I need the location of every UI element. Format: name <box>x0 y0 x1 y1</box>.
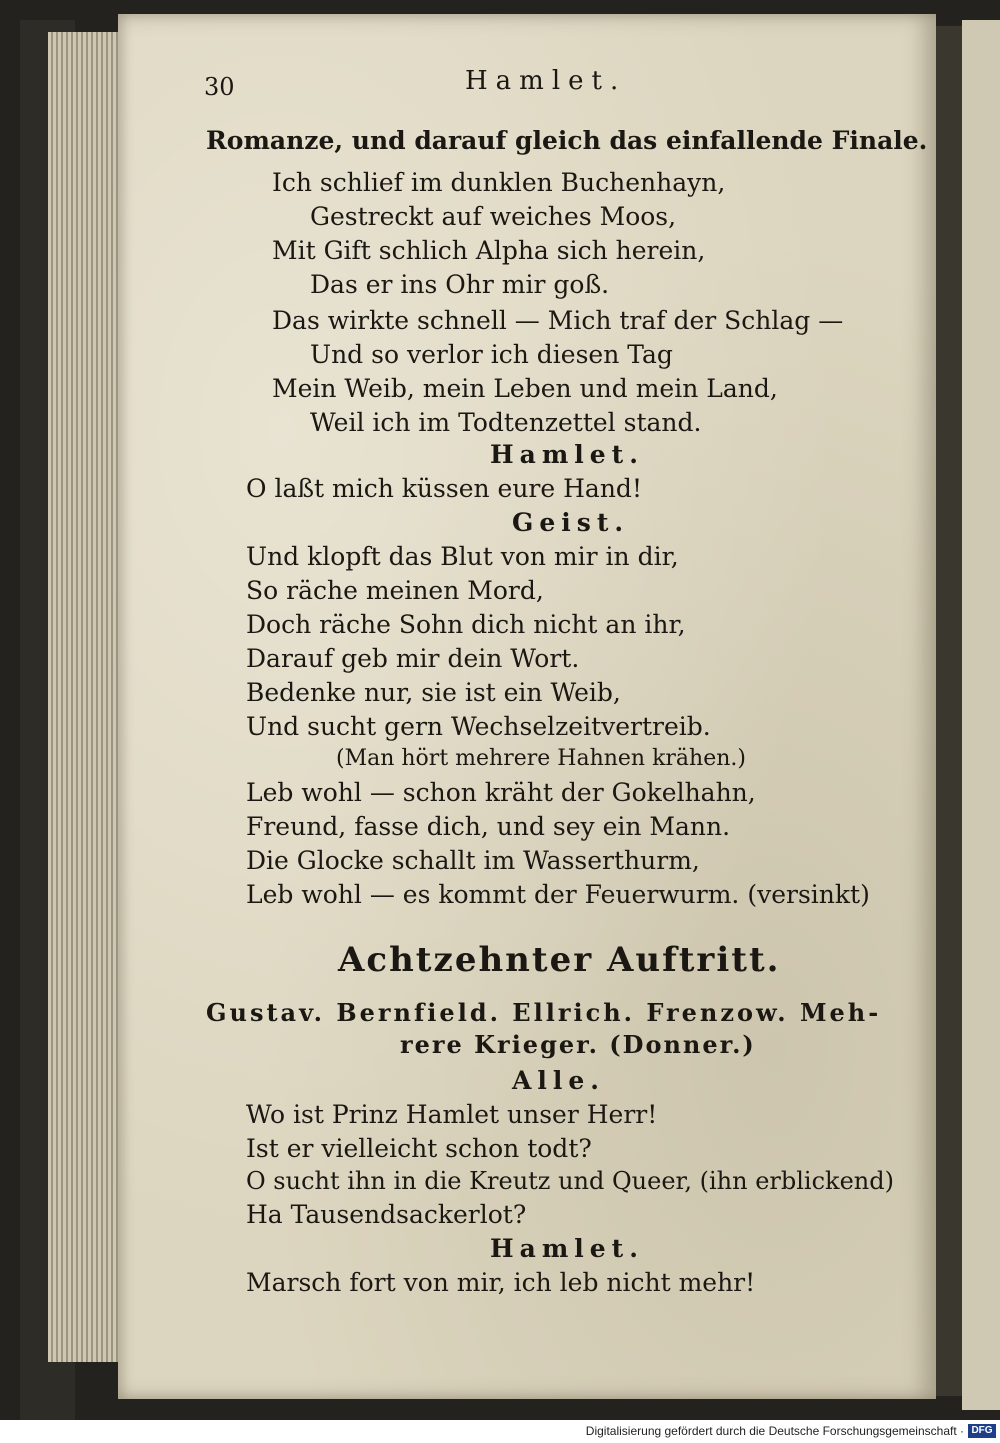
verse-line: Ich schlief im dunklen Buchenhayn, <box>272 168 726 197</box>
verse-line: Und sucht gern Wechselzeitvertreib. <box>246 712 711 741</box>
dfg-logo: DFG <box>968 1424 996 1438</box>
verse-line: Wo ist Prinz Hamlet unser Herr! <box>246 1100 658 1129</box>
running-title: Hamlet. <box>465 66 627 96</box>
verse-line: Marsch fort von mir, ich leb nicht mehr! <box>246 1268 756 1297</box>
verse-line: So räche meinen Mord, <box>246 576 544 605</box>
verse-line: Doch räche Sohn dich nicht an ihr, <box>246 610 686 639</box>
verse-line: Gestreckt auf weiches Moos, <box>310 202 677 231</box>
character-list-continued: rere Krieger. (Donner.) <box>400 1030 756 1059</box>
speaker-name: Hamlet. <box>490 1234 644 1263</box>
verse-line: Mein Weib, mein Leben und mein Land, <box>272 374 778 403</box>
footer-credit: Digitalisierung gefördert durch die Deutsche Forschungsgemeinschaft · <box>585 1424 964 1438</box>
verse-line: Mit Gift schlich Alpha sich herein, <box>272 236 706 265</box>
verse-line: Bedenke nur, sie ist ein Weib, <box>246 678 621 707</box>
speaker-name: Geist. <box>512 508 630 537</box>
verse-line: Die Glocke schallt im Wasserthurm, <box>246 846 700 875</box>
speaker-name: Alle. <box>512 1066 606 1095</box>
verse-line: O sucht ihn in die Kreutz und Queer, (ihn erblickend) <box>246 1167 894 1195</box>
character-list: Gustav. Bernfield. Ellrich. Frenzow. Meh- <box>206 998 882 1027</box>
footer-bar <box>0 1420 1000 1443</box>
verse-line: Und klopft das Blut von mir in dir, <box>246 542 679 571</box>
verse-line: Weil ich im Todtenzettel stand. <box>310 408 702 437</box>
scene-heading: Achtzehnter Auftritt. <box>338 940 781 980</box>
verse-line: Und so verlor ich diesen Tag <box>310 340 673 369</box>
verse-line: Ist er vielleicht schon todt? <box>246 1134 592 1163</box>
facing-page-edge <box>962 20 1000 1410</box>
verse-line: Leb wohl — schon kräht der Gokelhahn, <box>246 778 756 807</box>
verse-line: Leb wohl — es kommt der Feuerwurm. (versinkt) <box>246 880 870 909</box>
verse-line: Das er ins Ohr mir goß. <box>310 270 610 299</box>
speaker-name: Hamlet. <box>490 440 644 469</box>
verse-line: Freund, fasse dich, und sey ein Mann. <box>246 812 731 841</box>
verse-line: Das wirkte schnell — Mich traf der Schlag — <box>272 306 844 335</box>
verse-line: O laßt mich küssen eure Hand! <box>246 474 642 503</box>
page-number: 30 <box>204 73 235 101</box>
page-stack-edges <box>48 32 128 1362</box>
verse-line: Darauf geb mir dein Wort. <box>246 644 580 673</box>
stage-direction: (Man hört mehrere Hahnen krähen.) <box>336 746 746 771</box>
verse-line: Ha Tausendsackerlot? <box>246 1200 527 1229</box>
stage-direction-intro: Romanze, und darauf gleich das einfallende Finale. <box>206 126 928 155</box>
